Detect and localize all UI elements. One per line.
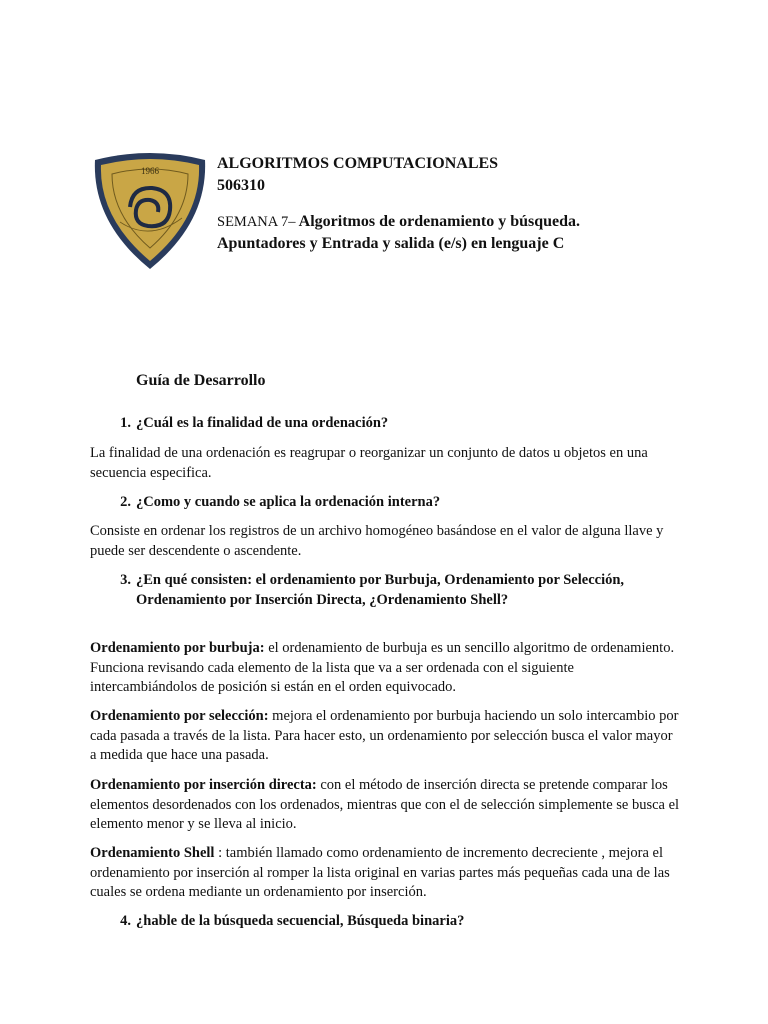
course-title-block xyxy=(217,153,498,197)
logo-year: 1966 xyxy=(141,166,159,176)
week-title-line2: Apuntadores y Entrada y salida (e/s) en lenguaje C xyxy=(217,235,565,252)
guide-title: Guía de Desarrollo xyxy=(136,372,266,389)
term-shell: Ordenamiento Shell xyxy=(90,845,215,861)
definition-bubble: el ordenamiento de burbuja es un sencillo algoritmo de ordenamiento. Funciona revisando cada elemento de la lista que va a ser ordenada con el siguiente intercambiándolos de posición si están en el orden equivocado. xyxy=(90,640,675,695)
question-number: 1. xyxy=(120,415,131,431)
question-4 xyxy=(111,912,711,932)
definition-insertion: con el método de inserción directa se pretende comparar los elementos desordenados con los ordenados, mientras que con el de selección simplemente se busca el elemento menor y se lleva al inicio. xyxy=(90,777,680,832)
definition-selection: mejora el ordenamiento por burbuja haciendo un solo intercambio por cada pasada a través de la lista. Para hacer esto, un ordenamiento por selección busca el valor mayor a medida que hace una pasada. xyxy=(90,708,679,763)
answer-insertion-sort xyxy=(90,776,680,835)
course-code: 506310 xyxy=(217,177,265,194)
question-text: ¿Como y cuando se aplica la ordenación interna? xyxy=(136,494,441,510)
week-heading xyxy=(217,211,757,255)
definition-shell: : también llamado como ordenamiento de incremento decreciente , mejora el ordenamiento por inserción al romper la lista original en varias partes más pequeñas cada una de las cuales se ordena mediante un ordenamiento por inserción. xyxy=(90,845,670,900)
question-number: 3. xyxy=(120,572,131,588)
question-1 xyxy=(111,414,711,434)
week-title-line1: Algoritmos de ordenamiento y búsqueda. xyxy=(295,213,581,230)
answer-selection-sort xyxy=(90,707,680,766)
question-2 xyxy=(111,493,711,513)
question-text-line2: Ordenamiento por Inserción Directa, ¿Ordenamiento Shell? xyxy=(136,592,509,608)
term-bubble: Ordenamiento por burbuja: xyxy=(90,640,265,656)
answer-bubble-sort xyxy=(90,639,680,698)
question-number: 2. xyxy=(120,494,131,510)
term-insertion: Ordenamiento por inserción directa: xyxy=(90,777,317,793)
question-number: 4. xyxy=(120,913,131,929)
term-selection: Ordenamiento por selección: xyxy=(90,708,269,724)
course-title: ALGORITMOS COMPUTACIONALES xyxy=(217,155,499,172)
question-text: ¿Cuál es la finalidad de una ordenación? xyxy=(136,415,389,431)
question-text-line1: ¿En qué consisten: el ordenamiento por Burbuja, Ordenamiento por Selección, xyxy=(136,572,625,588)
question-3 xyxy=(111,571,711,611)
question-text: ¿hable de la búsqueda secuencial, Búsqueda binaria? xyxy=(136,913,465,929)
answer-1: La finalidad de una ordenación es reagrupar o reorganizar un conjunto de datos u objetos en una secuencia especifica. xyxy=(90,445,648,481)
answer-2: Consiste en ordenar los registros de un archivo homogéneo basándose en el valor de alguna llave y puede ser descendente o ascendente. xyxy=(90,523,664,559)
answer-shell-sort xyxy=(90,844,680,903)
week-label: SEMANA 7– xyxy=(217,214,296,230)
university-shield-logo xyxy=(90,152,210,272)
